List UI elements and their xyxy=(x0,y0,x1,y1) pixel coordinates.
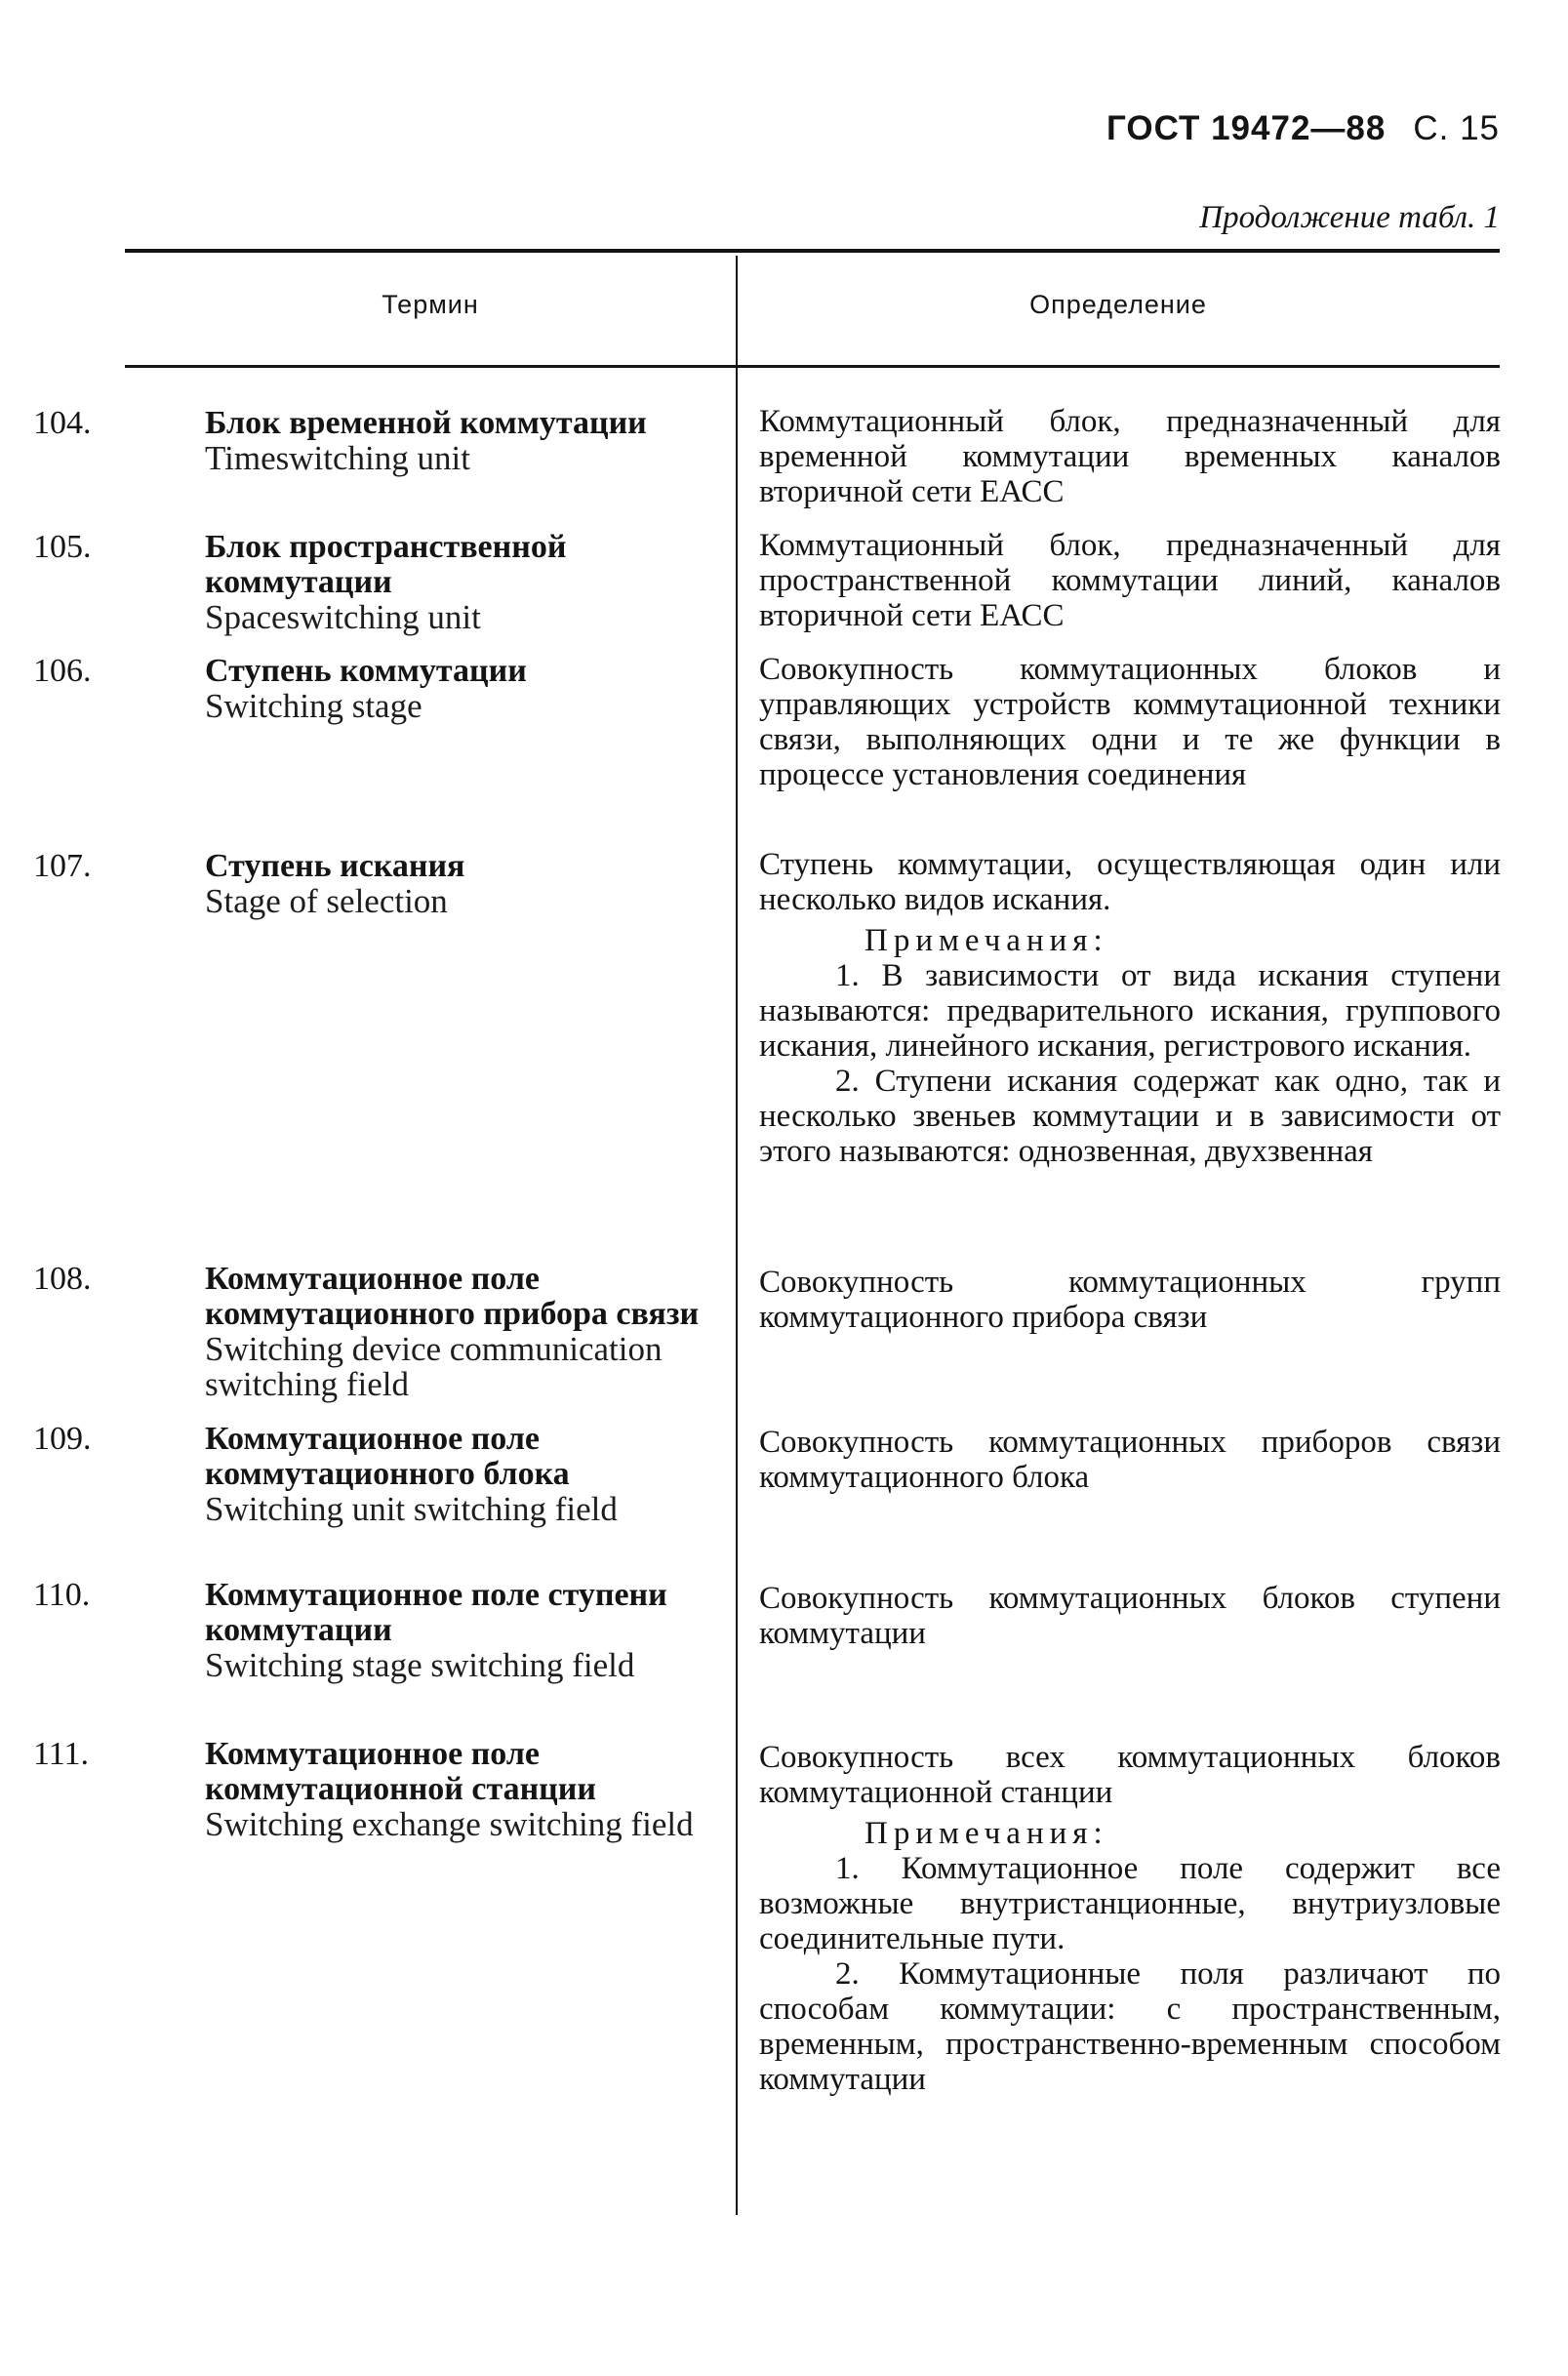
term-english: Switching stage switching field xyxy=(205,1646,635,1684)
term-number: 108. xyxy=(33,1261,92,1297)
definition-cell xyxy=(759,652,1501,792)
term-cell xyxy=(33,848,704,920)
definition-cell xyxy=(759,528,1501,633)
page-number: С. 15 xyxy=(1413,109,1500,147)
term-number: 107. xyxy=(33,848,92,884)
term-russian: Коммутационное поле коммутационного блока xyxy=(205,1421,570,1492)
term-number: 105. xyxy=(33,529,92,565)
notes-title: Примечания: xyxy=(864,1816,1108,1851)
column-header-definition: Определение xyxy=(1029,290,1207,319)
table-continuation-label: Продолжение табл. 1 xyxy=(1199,200,1500,235)
definition-text: Коммутационный блок, предназначенный для пространственной коммутации линий, каналов вторичной сети ЕАСС xyxy=(759,528,1501,633)
term-english: Stage of selection xyxy=(205,882,448,920)
definition-text: Совокупность коммутационных блоков и управляющих устройств коммутационной техники связи, выполняющих одни и те же функции в процессе установления соединения xyxy=(759,652,1501,792)
term-english: Switching unit switching field xyxy=(205,1490,618,1528)
definition-text: Ступень коммутации, осуществляющая один или несколько видов искания. xyxy=(759,847,1501,917)
term-russian: Коммутационное поле ступени коммутации xyxy=(205,1577,667,1648)
term-english: Timeswitching unit xyxy=(205,439,470,477)
definition-cell xyxy=(759,404,1501,509)
term-russian: Блок пространственной коммутации xyxy=(205,529,567,600)
table-top-rule xyxy=(125,249,1500,253)
term-russian: Коммутационное поле коммутационного прибора связи xyxy=(205,1261,700,1332)
definition-text: Коммутационный блок, предназначенный для временной коммутации временных каналов вторичной сети ЕАСС xyxy=(759,404,1501,509)
term-cell xyxy=(33,1736,704,1843)
page-header xyxy=(1106,109,1500,148)
term-number: 110. xyxy=(33,1577,91,1613)
definition-text: Совокупность коммутационных приборов связи коммутационного блока xyxy=(759,1425,1501,1495)
column-header-term: Термин xyxy=(382,290,479,319)
term-number: 106. xyxy=(33,653,92,689)
definition-cell xyxy=(759,1265,1501,1335)
term-english: Spaceswitching unit xyxy=(205,598,481,636)
note-item: 2. Ступени искания содержат как одно, так и несколько звеньев коммутации и в зависимости от этого называются: однозвенная, двухзвенная xyxy=(759,1064,1501,1169)
term-number: 109. xyxy=(33,1421,92,1457)
term-russian: Ступень искания xyxy=(205,848,465,884)
term-cell xyxy=(33,405,704,477)
term-english: Switching device communication switching field xyxy=(205,1330,663,1403)
definition-cell xyxy=(759,1425,1501,1495)
term-english: Switching stage xyxy=(205,687,422,725)
term-russian: Коммутационное поле коммутационной станции xyxy=(205,1736,596,1807)
definition-text: Совокупность коммутационных групп коммутационного прибора связи xyxy=(759,1265,1501,1335)
definition-cell xyxy=(759,847,1501,1169)
note-item: 1. Коммутационное поле содержит все возможные внутристанционные, внутриузловые соединительные пути. xyxy=(759,1851,1501,1956)
definition-text: Совокупность всех коммутационных блоков коммутационной станции xyxy=(759,1740,1501,1810)
definition-text: Совокупность коммутационных блоков ступени коммутации xyxy=(759,1581,1501,1651)
term-number: 104. xyxy=(33,405,92,441)
term-cell xyxy=(33,1577,704,1684)
term-russian: Блок временной коммутации xyxy=(205,405,647,441)
term-cell xyxy=(33,1261,704,1403)
table-header-rule xyxy=(125,365,1500,368)
note-item: 2. Коммутационные поля различают по способам коммутации: с пространственным, временным, пространственно-временным способом коммутации xyxy=(759,1956,1501,2097)
column-divider xyxy=(736,256,738,2215)
definition-cell xyxy=(759,1740,1501,2097)
definition-cell xyxy=(759,1581,1501,1651)
term-russian: Ступень коммутации xyxy=(205,653,527,689)
term-cell xyxy=(33,653,704,725)
document-number: ГОСТ 19472—88 xyxy=(1106,109,1387,147)
term-cell xyxy=(33,529,704,636)
note-item: 1. В зависимости от вида искания ступени называются: предварительного искания, группового искания, линейного искания, регистрового искания. xyxy=(759,958,1501,1064)
notes-title: Примечания: xyxy=(864,923,1108,958)
term-number: 111. xyxy=(33,1736,89,1772)
term-english: Switching exchange switching field xyxy=(205,1805,694,1843)
term-cell xyxy=(33,1421,704,1528)
